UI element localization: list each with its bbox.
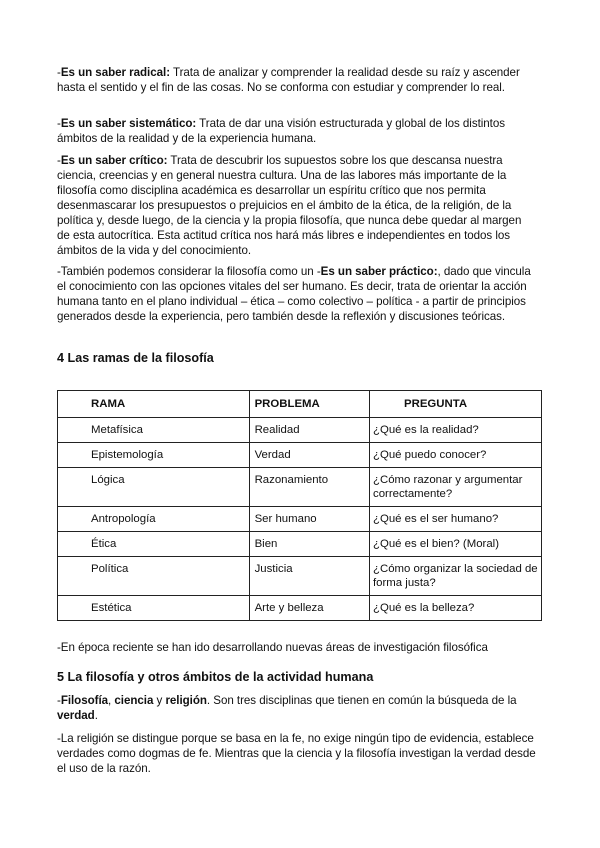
paragraph-saber-sistematico: -Es un saber sistemático: Trata de dar una visión estructurada y global de los distintos ámbitos de la realidad y de la experiencia humana. xyxy=(57,117,505,145)
cell-pregunta: ¿Qué es el ser humano? xyxy=(370,507,542,532)
paragraph-saber-critico: -Es un saber crítico: Trata de descubrir los supuestos sobre los que descansa nuestra ciencia, creencias y en general nuestra cultura. Una de las labores más importante de la filosofía como disciplina académica es desarrollar un espíritu crítico que nos permita desenmascarar los presupuestos o prejuicios en el ámbito de la ética, de la religión, de la política y, desde luego, de la ciencia y la propia filosofía, que nunca debe quedar al margen de esta autocrítica. Esta actitud crítica nos hará más libres e independientes en todos los ámbitos de la vida y del conocimiento. xyxy=(57,154,522,257)
saber-radical-text: Trata de analizar y comprender la realidad desde su raíz y ascender hasta el sentido y el fin de las cosas. No se conforma con estudiar y comprender lo real. xyxy=(57,66,520,94)
cell-problema: Justicia xyxy=(249,557,369,596)
section-4-heading: 4 Las ramas de la filosofía xyxy=(57,351,214,365)
table-row xyxy=(58,468,542,507)
cell-rama: Metafísica xyxy=(58,418,250,443)
cell-problema: Bien xyxy=(249,532,369,557)
cell-pregunta: ¿Qué es la realidad? xyxy=(370,418,542,443)
table-row xyxy=(58,418,542,443)
paragraph-nuevas-areas: -En época reciente se han ido desarrollando nuevas áreas de investigación filosófica xyxy=(57,641,488,654)
cell-problema: Realidad xyxy=(249,418,369,443)
cell-pregunta: ¿Cómo organizar la sociedad de forma justa? xyxy=(370,557,542,596)
cell-pregunta: ¿Cómo razonar y argumentar correctamente? xyxy=(370,468,542,507)
cell-pregunta: ¿Qué es el bien? (Moral) xyxy=(370,532,542,557)
cell-pregunta: ¿Qué puedo conocer? xyxy=(370,443,542,468)
table-row xyxy=(58,443,542,468)
table-header-row xyxy=(58,391,542,418)
saber-sistematico-text: Trata de dar una visión estructurada y global de los distintos ámbitos de la realidad y de la experiencia humana. xyxy=(57,117,505,145)
cell-rama: Epistemología xyxy=(58,443,250,468)
saber-radical-label: Es un saber radical: xyxy=(60,66,170,79)
word-ciencia: ciencia xyxy=(114,694,154,707)
word-religion: religión xyxy=(165,694,207,707)
cell-problema: Arte y belleza xyxy=(249,596,369,621)
paragraph-filosofia-ciencia-religion: -Filosofía, ciencia y religión. Son tres disciplinas que tienen en común la búsqueda de la verdad. xyxy=(57,694,517,722)
cell-rama: Estética xyxy=(58,596,250,621)
word-filosofia: Filosofía xyxy=(60,694,109,707)
cell-rama: Lógica xyxy=(58,468,250,507)
table-row xyxy=(58,507,542,532)
table-row xyxy=(58,596,542,621)
cell-rama: Ética xyxy=(58,532,250,557)
paragraph-saber-practico xyxy=(57,264,537,324)
header-pregunta: PREGUNTA xyxy=(370,391,542,418)
saber-sistematico-label: Es un saber sistemático: xyxy=(60,117,197,130)
cell-problema: Ser humano xyxy=(249,507,369,532)
table-row xyxy=(58,532,542,557)
ramas-table xyxy=(57,390,542,621)
saber-practico-prefix: -También podemos considerar la filosofía como un - xyxy=(57,265,321,278)
paragraph-religion: -La religión se distingue porque se basa en la fe, no exige ningún tipo de evidencia, establece verdades como dogmas de fe. Mientras que la ciencia y la filosofía investigan la verdad desde el uso de la razón. xyxy=(57,732,536,775)
section-5-heading: 5 La filosofía y otros ámbitos de la actividad humana xyxy=(57,670,374,684)
saber-practico-text: , dado que vincula el conocimiento con las opciones vitales del ser humano. Es decir, trata de orientar la acción humana tanto en el plano individual – ética – como colectivo – política - a partir de principios generados desde la experiencia, pero también desde la reflexión y discusiones teóricas. xyxy=(57,265,531,323)
paragraph-saber-radical: -Es un saber radical: Trata de analizar y comprender la realidad desde su raíz y ascender hasta el sentido y el fin de las cosas. No se conforma con estudiar y comprender lo real. xyxy=(57,66,520,94)
cell-problema: Razonamiento xyxy=(249,468,369,507)
cell-rama: Política xyxy=(58,557,250,596)
header-rama: RAMA xyxy=(58,391,250,418)
table-row xyxy=(58,557,542,596)
word-verdad: verdad xyxy=(57,709,95,722)
cell-pregunta: ¿Qué es la belleza? xyxy=(370,596,542,621)
cell-problema: Verdad xyxy=(249,443,369,468)
header-problema: PROBLEMA xyxy=(249,391,369,418)
saber-critico-label: Es un saber crítico: xyxy=(60,154,168,167)
saber-practico-label: Es un saber práctico: xyxy=(320,265,438,278)
saber-critico-text: Trata de descubrir los supuestos sobre los que descansa nuestra ciencia, creencias y en general nuestra cultura. Una de las labores más importante de la filosofía como disciplina académica es desarrollar un espíritu crítico que nos permita desenmascarar los presupuestos o prejuicios en el ámbito de la ética, de la religión, de la política y, desde luego, de la ciencia y la propia filosofía, que nunca debe quedar al margen de esta autocrítica. Esta actitud crítica nos hará más libres e independientes en todos los ámbitos de la vida y del conocimiento. xyxy=(57,154,522,257)
cell-rama: Antropología xyxy=(58,507,250,532)
